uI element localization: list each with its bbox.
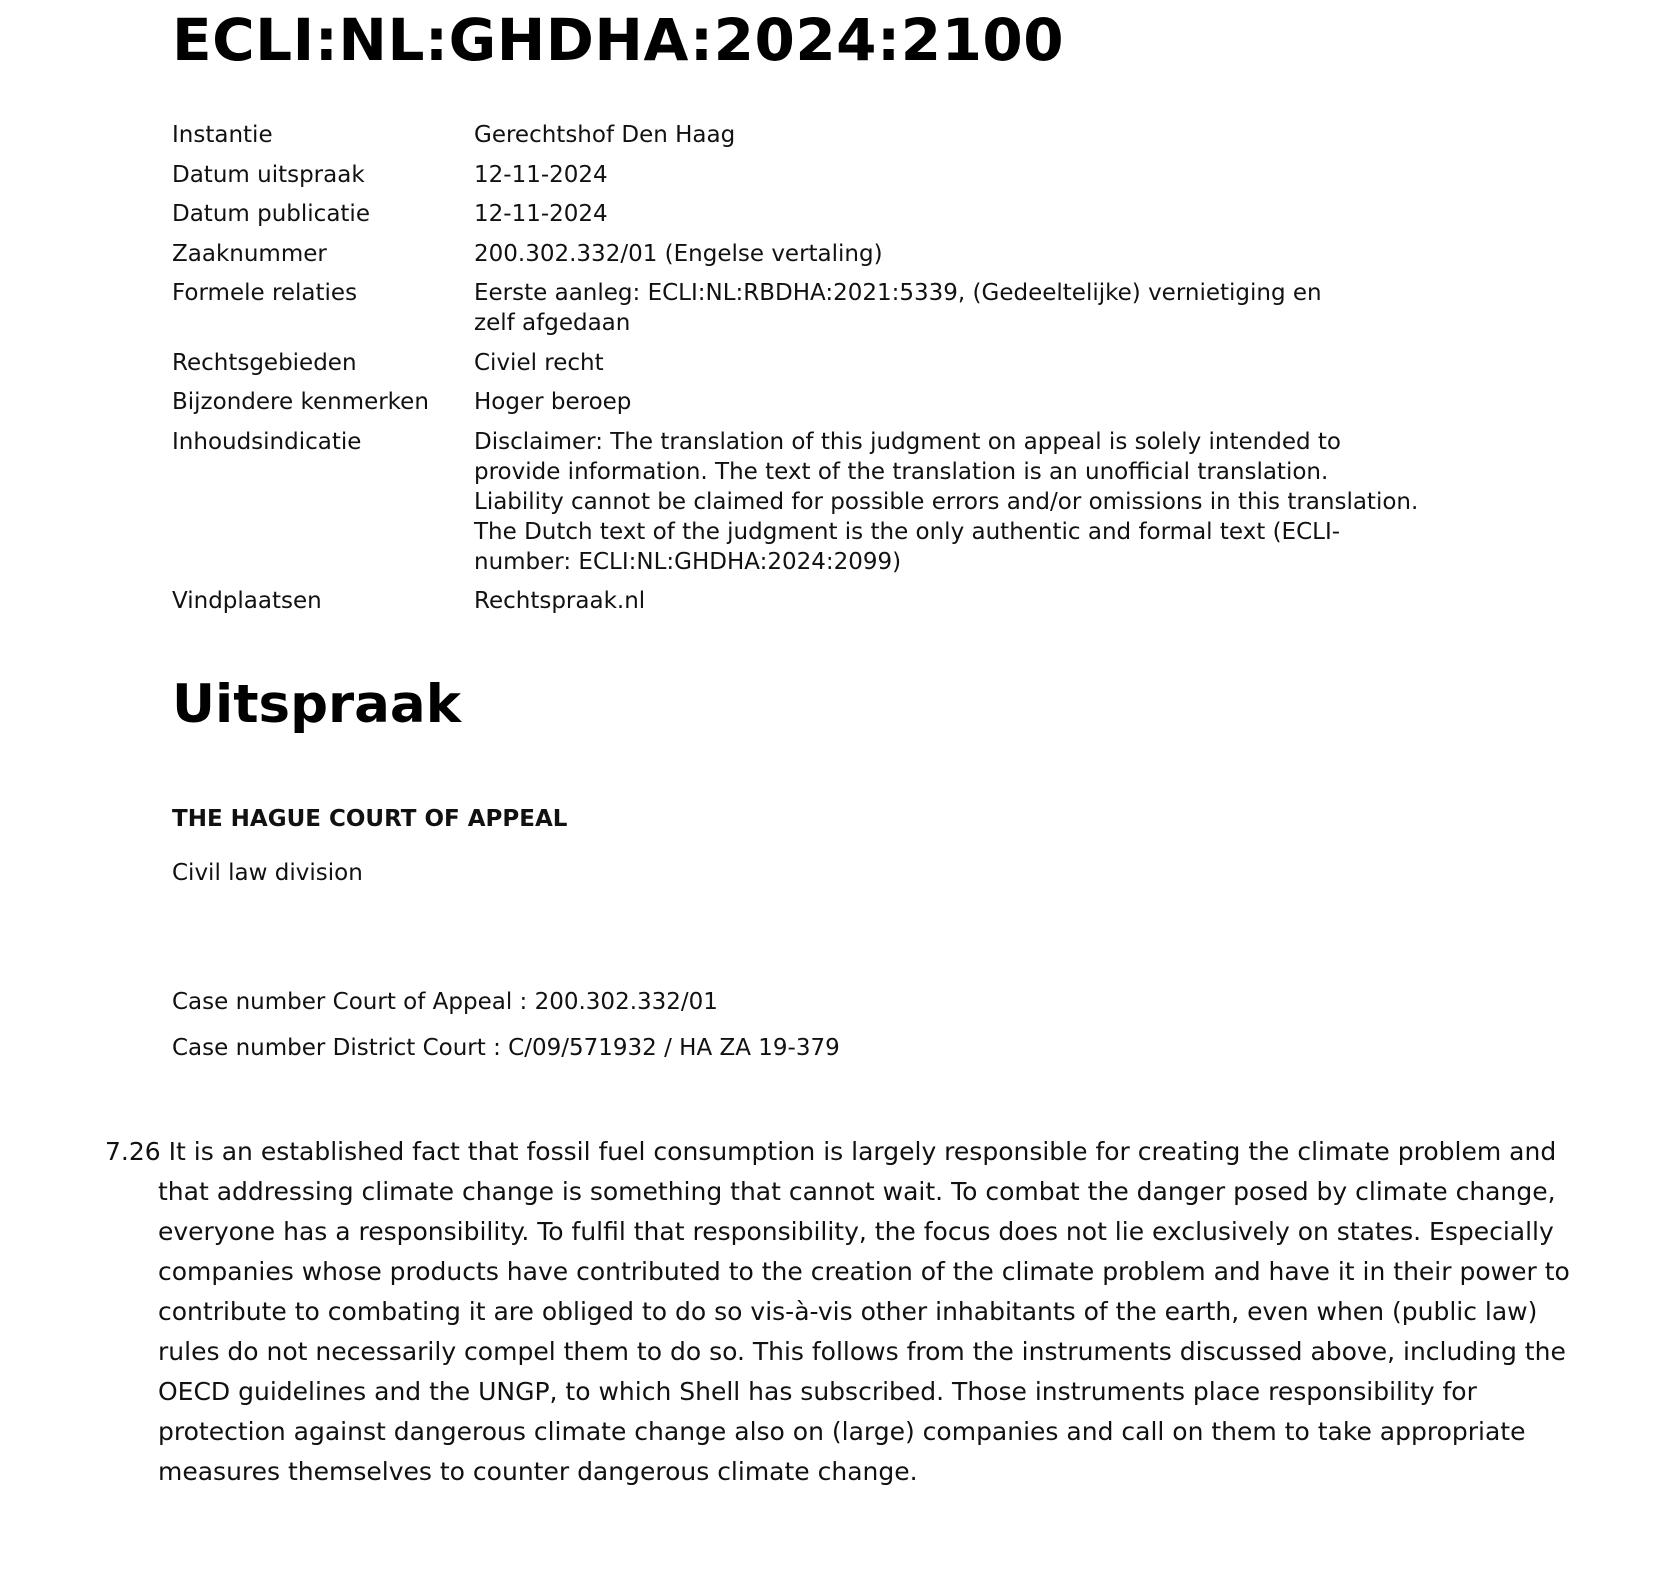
case-number-appeal: Case number Court of Appeal : 200.302.332/01 xyxy=(172,989,718,1015)
metadata-label: Inhoudsindicatie xyxy=(172,428,362,455)
metadata-row-vindplaatsen xyxy=(172,586,1502,616)
metadata-label: Datum publicatie xyxy=(172,201,370,227)
metadata-value: 12-11-2024 xyxy=(474,201,608,227)
metadata-row-datum-uitspraak xyxy=(172,160,1502,190)
division: Civil law division xyxy=(172,860,363,886)
court-name: THE HAGUE COURT OF APPEAL xyxy=(172,806,568,832)
metadata-label: Rechtsgebieden xyxy=(172,349,357,376)
metadata-row-rechtsgebieden xyxy=(172,348,1502,378)
metadata-label: Datum uitspraak xyxy=(172,161,365,188)
metadata-value: Disclaimer: The translation of this judgment on appeal is solely intended to provide information. The text of the translation is an unofficial translation. Liability cannot be claimed for possible errors and/or omissions in this translation. The Dutch text of the judgment is the only authentic and formal text (ECLI-number: ECLI:NL:GHDHA:2024:2099) xyxy=(474,428,1419,575)
metadata-label: Bijzondere kenmerken xyxy=(172,389,429,415)
metadata-value: Gerechtshof Den Haag xyxy=(474,122,736,148)
metadata-row-formele-relaties xyxy=(172,278,1502,338)
metadata-label: Zaaknummer xyxy=(172,240,327,267)
metadata-label: Formele relaties xyxy=(172,280,358,306)
metadata-value: 200.302.332/01 (Engelse vertaling) xyxy=(474,240,883,267)
metadata-label: Vindplaatsen xyxy=(172,588,322,614)
section-title: Uitspraak xyxy=(172,674,461,735)
metadata-row-instantie xyxy=(172,120,1502,150)
metadata-row-zaaknummer xyxy=(172,239,1502,269)
vindplaatsen-link[interactable]: Rechtspraak.nl xyxy=(474,588,646,614)
metadata-value: Civiel recht xyxy=(474,349,604,376)
metadata-row-bijzondere-kenmerken xyxy=(172,387,1502,417)
metadata-row-inhoudsindicatie xyxy=(172,427,1502,577)
metadata-table xyxy=(172,120,1502,626)
metadata-row-datum-publicatie xyxy=(172,199,1502,229)
metadata-label: Instantie xyxy=(172,122,273,148)
paragraph-number: 7.26 xyxy=(105,1137,161,1166)
formele-relaties-link[interactable]: Eerste aanleg: ECLI:NL:RBDHA:2021:5339, (Gedeeltelijke) vernietiging en zelf afgedaan xyxy=(474,280,1322,336)
metadata-value: Hoger beroep xyxy=(474,389,632,415)
case-number-district: Case number District Court : C/09/571932 / HA ZA 19-379 xyxy=(172,1035,840,1061)
paragraph-7-26 xyxy=(105,1132,1598,1492)
paragraph-text: It is an established fact that fossil fuel consumption is largely responsible for creating the climate problem and that addressing climate change is something that cannot wait. To combat the danger posed by climate change, everyone has a responsibility. To fulfil that responsibility, the focus does not lie exclusively on states. Especially companies whose products have contributed to the creation of the climate problem and have it in their power to contribute to combating it are obliged to do so vis-à-vis other inhabitants of the earth, even when (public law) rules do not necessarily compel them to do so. This follows from the instruments discussed above, including the OECD guidelines and the UNGP, to which Shell has subscribed. Those instruments place responsibility for protection against dangerous climate change also on (large) companies and call on them to take appropriate measures themselves to counter dangerous climate change. xyxy=(158,1137,1570,1486)
document-title: ECLI:NL:GHDHA:2024:2100 xyxy=(172,6,1065,74)
metadata-value: 12-11-2024 xyxy=(474,161,608,188)
